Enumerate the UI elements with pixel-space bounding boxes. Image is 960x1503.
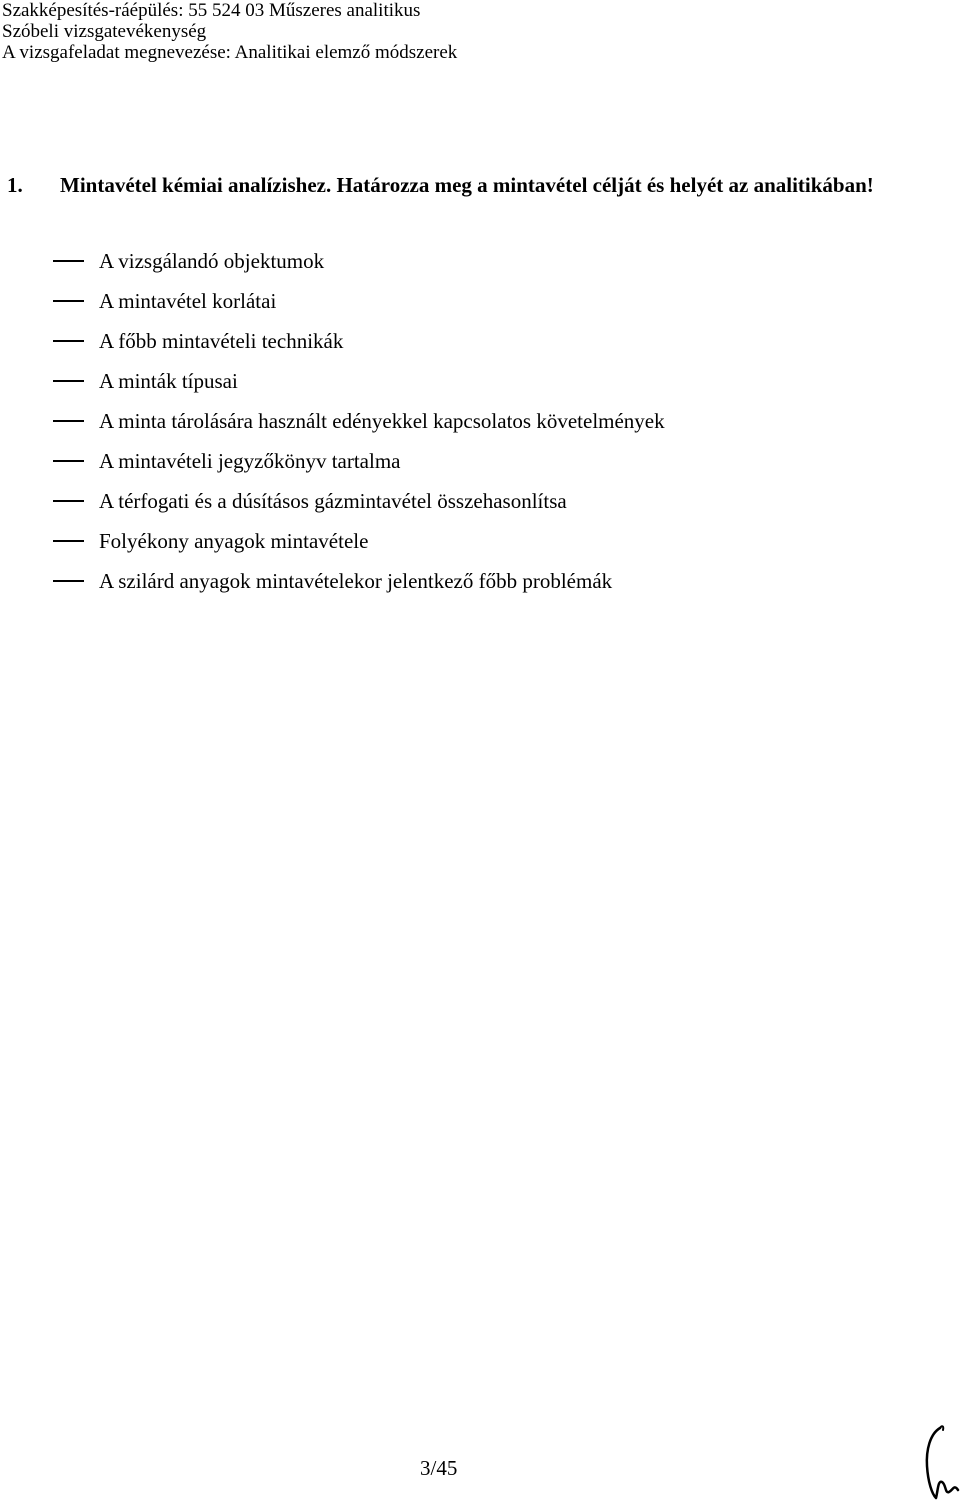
dash-bullet	[53, 500, 84, 502]
page-header	[2, 0, 457, 63]
list-item-text: A szilárd anyagok mintavételekor jelentkező főbb problémák	[99, 569, 613, 593]
list-item-text: A főbb mintavételi technikák	[99, 329, 344, 353]
header-task-title: A vizsgafeladat megnevezése: Analitikai elemző módszerek	[2, 42, 458, 63]
dash-bullet	[53, 340, 84, 342]
task-text: Mintavétel kémiai analízishez. Határozza meg a mintavétel célját és helyét az analitikában!	[60, 173, 874, 197]
list-item-text: A mintavételi jegyzőkönyv tartalma	[99, 449, 401, 473]
dash-bullet	[53, 420, 84, 422]
task-heading	[7, 166, 907, 204]
list-item-text: A mintavétel korlátai	[99, 289, 277, 313]
task-number: 1.	[7, 173, 23, 197]
dash-bullet	[53, 580, 84, 582]
header-exam-type: Szóbeli vizsgatevékenység	[2, 21, 207, 42]
list-item-text: A minták típusai	[99, 369, 238, 393]
dash-bullet	[53, 380, 84, 382]
dash-bullet	[53, 460, 84, 462]
dash-bullet	[53, 260, 84, 262]
list-item-text: A vizsgálandó objektumok	[99, 249, 325, 273]
signature-mark	[918, 1420, 960, 1503]
dash-bullet	[53, 300, 84, 302]
list-item-text: A térfogati és a dúsításos gázmintavétel összehasonlítsa	[99, 489, 567, 513]
list-item-text: Folyékony anyagok mintavétele	[99, 529, 369, 553]
header-qualification: Szakképesítés-ráépülés: 55 524 03 Műszeres analitikus	[2, 0, 421, 21]
page-number: 3/45	[420, 1456, 458, 1480]
list-item-text: A minta tárolására használt edényekkel kapcsolatos követelmények	[99, 409, 665, 433]
dash-bullet	[53, 540, 84, 542]
